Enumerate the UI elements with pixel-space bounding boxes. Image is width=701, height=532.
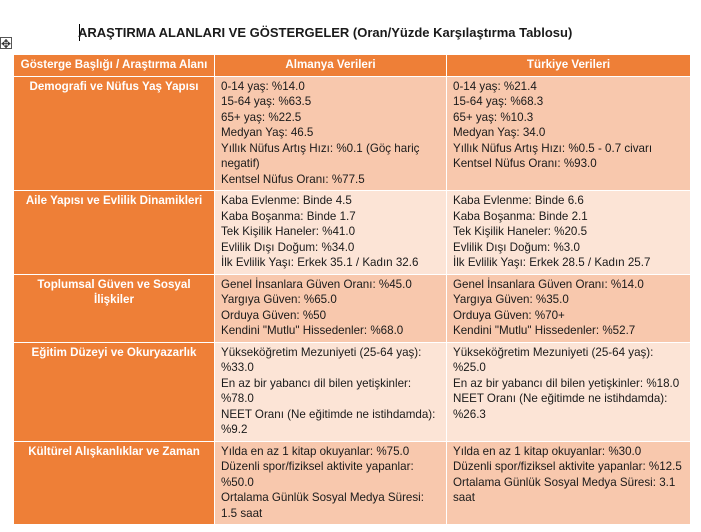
turkey-value-line: Ortalama Günlük Sosyal Medya Süresi: 3.1 saat [453,475,676,504]
germany-value-line: Medyan Yaş: 46.5 [221,126,314,139]
germany-value-line: Kendini "Mutlu" Hissedenler: %68.0 [221,324,404,337]
header-turkey: Türkiye Verileri [447,55,691,77]
germany-value-line: Yükseköğretim Mezuniyeti (25-64 yaş): %33.0 [221,345,422,374]
row-label[interactable]: Toplumsal Güven ve Sosyal İlişkiler [14,274,215,342]
turkey-value-line: Evlilik Dışı Doğum: %3.0 [453,240,580,254]
turkey-value-line: Yıllık Nüfus Artış Hızı: %0.5 - 0.7 civarı [453,141,653,155]
turkey-value-line: Kaba Evlenme: Binde 6.6 [453,194,584,207]
turkey-value-line: Orduya Güven: %70+ [453,308,565,322]
turkey-value-line: Yükseköğretim Mezuniyeti (25-64 yaş): %25.0 [453,345,654,374]
germany-value-line: Yargıya Güven: %65.0 [221,293,337,306]
row-label[interactable]: Kültürel Alışkanlıklar ve Zaman [14,441,215,525]
row-label[interactable]: Aile Yapısı ve Evlilik Dinamikleri [14,191,215,275]
table-row [14,191,691,275]
turkey-cell[interactable] [447,441,691,525]
turkey-value-line: İlk Evlilik Yaşı: Erkek 28.5 / Kadın 25.7 [453,256,651,269]
germany-value-line: 65+ yaş: %22.5 [221,110,302,124]
germany-value-line: 15-64 yaş: %63.5 [221,95,312,108]
germany-value-line: 0-14 yaş: %14.0 [221,79,305,93]
row-label[interactable]: Demografi ve Nüfus Yaş Yapısı [14,76,215,191]
germany-value-line: Ortalama Günlük Sosyal Medya Süresi: 1.5 saat [221,491,424,520]
turkey-value-line: Medyan Yaş: 34.0 [453,126,546,139]
turkey-value-line: 15-64 yaş: %68.3 [453,95,544,108]
turkey-value-line: En az bir yabancı dil bilen yetişkinler: %18.0 [453,376,680,390]
header-indicator: Gösterge Başlığı / Araştırma Alanı [14,55,215,77]
turkey-value-line: Yargıya Güven: %35.0 [453,293,569,306]
table-row [14,274,691,342]
germany-cell[interactable] [215,191,447,275]
turkey-value-line: Genel İnsanlara Güven Oranı: %14.0 [453,277,644,291]
turkey-cell[interactable] [447,191,691,275]
germany-value-line: Kentsel Nüfus Oranı: %77.5 [221,172,365,186]
germany-cell[interactable] [215,76,447,191]
germany-value-line: En az bir yabancı dil bilen yetişkinler: %78.0 [221,376,412,405]
comparison-table [13,54,691,525]
row-label[interactable]: Eğitim Düzeyi ve Okuryazarlık [14,342,215,441]
turkey-value-line: Kendini "Mutlu" Hissedenler: %52.7 [453,324,636,337]
table-header-row [14,55,691,77]
germany-value-line: İlk Evlilik Yaşı: Erkek 35.1 / Kadın 32.6 [221,256,419,269]
table-row [14,342,691,441]
turkey-value-line: 65+ yaş: %10.3 [453,110,534,124]
germany-value-line: Yılda en az 1 kitap okuyanlar: %75.0 [221,444,410,458]
turkey-value-line: 0-14 yaş: %21.4 [453,79,537,93]
turkey-value-line: Kaba Boşanma: Binde 2.1 [453,209,588,223]
turkey-cell[interactable] [447,274,691,342]
header-germany: Almanya Verileri [215,55,447,77]
turkey-value-line: Yılda en az 1 kitap okuyanlar: %30.0 [453,444,642,458]
germany-value-line: Tek Kişilik Haneler: %41.0 [221,225,356,238]
turkey-value-line: NEET Oranı (Ne eğitimde ne istihdamda): %26.3 [453,392,668,421]
table-move-handle-icon[interactable]: ✥ [1,37,12,51]
turkey-value-line: Kentsel Nüfus Oranı: %93.0 [453,157,597,170]
germany-value-line: Kaba Evlenme: Binde 4.5 [221,194,352,207]
germany-cell[interactable] [215,342,447,441]
table-row [14,441,691,525]
germany-value-line: NEET Oranı (Ne eğitimde ne istihdamda): %9.2 [221,407,436,436]
germany-value-line: Genel İnsanlara Güven Oranı: %45.0 [221,277,412,291]
germany-value-line: Yıllık Nüfus Artış Hızı: %0.1 (Göç hariç negatif) [221,141,420,170]
turkey-cell[interactable] [447,342,691,441]
germany-value-line: Orduya Güven: %50 [221,308,327,322]
document-title: ARAŞTIRMA ALANLARI VE GÖSTERGELER (Oran/Yüzde Karşılaştırma Tablosu) [78,25,573,40]
germany-cell[interactable] [215,274,447,342]
germany-value-line: Evlilik Dışı Doğum: %34.0 [221,240,355,254]
germany-value-line: Kaba Boşanma: Binde 1.7 [221,209,356,223]
germany-value-line: Düzenli spor/fiziksel aktivite yapanlar: %50.0 [221,460,414,489]
turkey-value-line: Tek Kişilik Haneler: %20.5 [453,225,588,238]
germany-cell[interactable] [215,441,447,525]
turkey-value-line: Düzenli spor/fiziksel aktivite yapanlar: %12.5 [453,460,682,473]
turkey-cell[interactable] [447,76,691,191]
table-row [14,76,691,191]
